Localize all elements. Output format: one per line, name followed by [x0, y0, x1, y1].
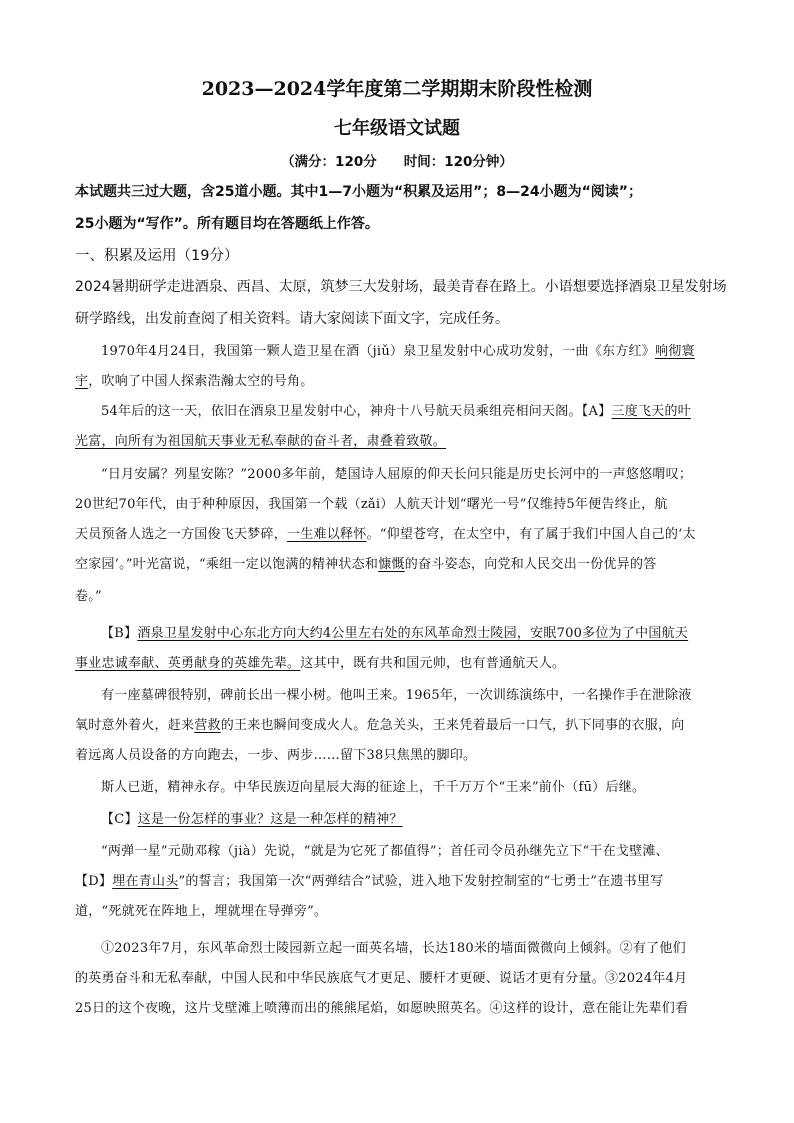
passage-line: 道，“死就死在阵地上，埋就埋在导弹旁”。	[75, 904, 328, 919]
passage-line: “两弹一星”元勋邓稼（jià）先说，“就是为它死了都值得”；首任司令员孙继先立下“干在戈壁滩、	[101, 844, 669, 859]
passage-line	[75, 870, 663, 889]
exam-subtitle: 七年级语文试题	[334, 118, 460, 139]
passage-text: 【C】	[101, 812, 138, 827]
passage-line: 25日的这个夜晚，这片戈壁滩上喷薄而出的熊熊尾焰，如愿映照英名。④这样的设计，意在能让先辈们看	[75, 1001, 689, 1016]
intro-line-1: 2024暑期研学走进酒泉、西昌、太原，筑梦三大发射场，最美青春在路上。小语想要选择酒泉卫星发射场	[75, 279, 727, 295]
passage-text: ，吹响了中国人探索浩瀚太空的号角。	[88, 374, 314, 389]
section-heading: 一、积累及运用（19分）	[75, 248, 239, 264]
intro-line-2: 研学路线，出发前查阅了相关资料。请大家阅读下面文字，完成任务。	[75, 311, 509, 327]
passage-line	[101, 340, 695, 359]
sentence-b-underlined: 事业忠诚奉献、英勇献身的英雄先辈。	[75, 656, 301, 671]
passage-line	[75, 523, 696, 542]
underlined-text: 响彻寰	[654, 344, 695, 359]
underlined-text: 一生难以释怀	[287, 527, 367, 542]
underlined-text: 慷慨	[378, 557, 405, 572]
passage-line: 有一座墓碑很特别，碑前长出一棵小树。他叫王来。1965年，一次训练演练中，一名操作手在泄除液	[101, 688, 692, 703]
passage-line: 的英勇奋斗和无私奉献，中国人民和中华民族底气才更足、腰杆才更硬、说话才更有分量。③2024年4月	[75, 971, 688, 986]
passage-text: 这其中，既有共和国元帅，也有普通航天人。	[300, 656, 566, 671]
passage-line: 卷。”	[75, 589, 102, 604]
sentence-c-underlined: 这是一份怎样的事业？这是一种怎样的精神？	[137, 812, 403, 827]
passage-text: 氧时意外着火，赶来	[75, 718, 195, 733]
sentence-a-underlined: 光富，向所有为祖国航天事业无私奉献的奋斗者，肃叠着致敬。	[75, 434, 447, 449]
passage-text: 天员预备人选之一方国俊飞天梦碎，	[75, 527, 288, 542]
passage-text: 空家园’。”叶光富说，“乘组一定以饱满的精神状态和	[75, 557, 379, 572]
instructions-line-2: 25小题为“写作”。所有题目均在答题纸上作答。	[75, 216, 379, 232]
passage-text: 54年后的这一天，依旧在酒泉卫星发射中心，神舟十八号航天员乘组亮相问天阁。【A】	[101, 404, 612, 419]
passage-text: 。“仰望苍穹，在太空中，有了属于我们中国人自己的‘太	[366, 527, 696, 542]
passage-text: 1970年4月24日，我国第一颗人造卫星在酒（jiǔ）泉卫星发射中心成功发射，一曲《东方红》	[101, 344, 655, 359]
passage-line: ①2023年7月，东风革命烈士陵园新立起一面英名墙，长达180米的墙面微微向上倾斜。②有了他们	[101, 941, 686, 956]
passage-line: “日月安属？列星安陈？”2000多年前，楚国诗人屈原的仰天长问只能是历史长河中的一声悠悠喟叹；	[101, 467, 693, 482]
passage-text: 的奋斗姿态，向党和人民交出一份优异的答	[404, 557, 657, 572]
instructions-line-1: 本试题共三过大题，含25道小题。其中1—7小题为“积累及运用”；8—24小题为“阅读”；	[75, 184, 642, 200]
passage-text: 的王来也瞬间变成火人。危急关头，王来凭着最后一口气，扒下同事的衣服，向	[220, 718, 685, 733]
passage-text: 【B】	[101, 626, 138, 641]
passage-text: 【D】	[75, 874, 113, 889]
sentence-b-underlined: 酒泉卫星发射中心东北方向大约4公里左右处的东风革命烈士陵园，安眠700多位为了中国航天	[137, 626, 689, 641]
exam-title: 2023—2024学年度第二学期期末阶段性检测	[201, 78, 593, 100]
passage-line	[75, 652, 565, 671]
passage-line: 斯人已逝，精神永存。中华民族迈向星辰大海的征途上，千千万万个“王来”前仆（fū）后继。	[101, 780, 646, 795]
passage-line: 着远离人员设备的方向跑去，一步、两步……留下38只焦黑的脚印。	[75, 748, 477, 763]
passage-line	[101, 622, 688, 641]
passage-line	[75, 553, 656, 572]
passage-line	[75, 714, 685, 733]
passage-text: ”的誓言；我国第一次“两弹结合”试验，进入地下发射控制室的“七勇士”在遗书里写	[178, 874, 664, 889]
sentence-a-underlined: 三度飞天的叶	[611, 404, 691, 419]
underlined-text: 宇	[75, 374, 89, 389]
exam-meta: （满分：120分 时间：120分钟）	[281, 154, 513, 170]
passage-line	[101, 808, 403, 827]
underlined-text: 营救	[194, 718, 221, 733]
sentence-d-underlined: 埋在青山头	[112, 874, 179, 889]
passage-line: 20世纪70年代，由于种种原因，我国第一个载（zǎi）人航天计划“曙光一号”仅维持5年便告终止，航	[75, 497, 668, 512]
passage-line	[101, 400, 691, 419]
passage-line	[75, 370, 314, 389]
passage-line	[75, 430, 446, 449]
